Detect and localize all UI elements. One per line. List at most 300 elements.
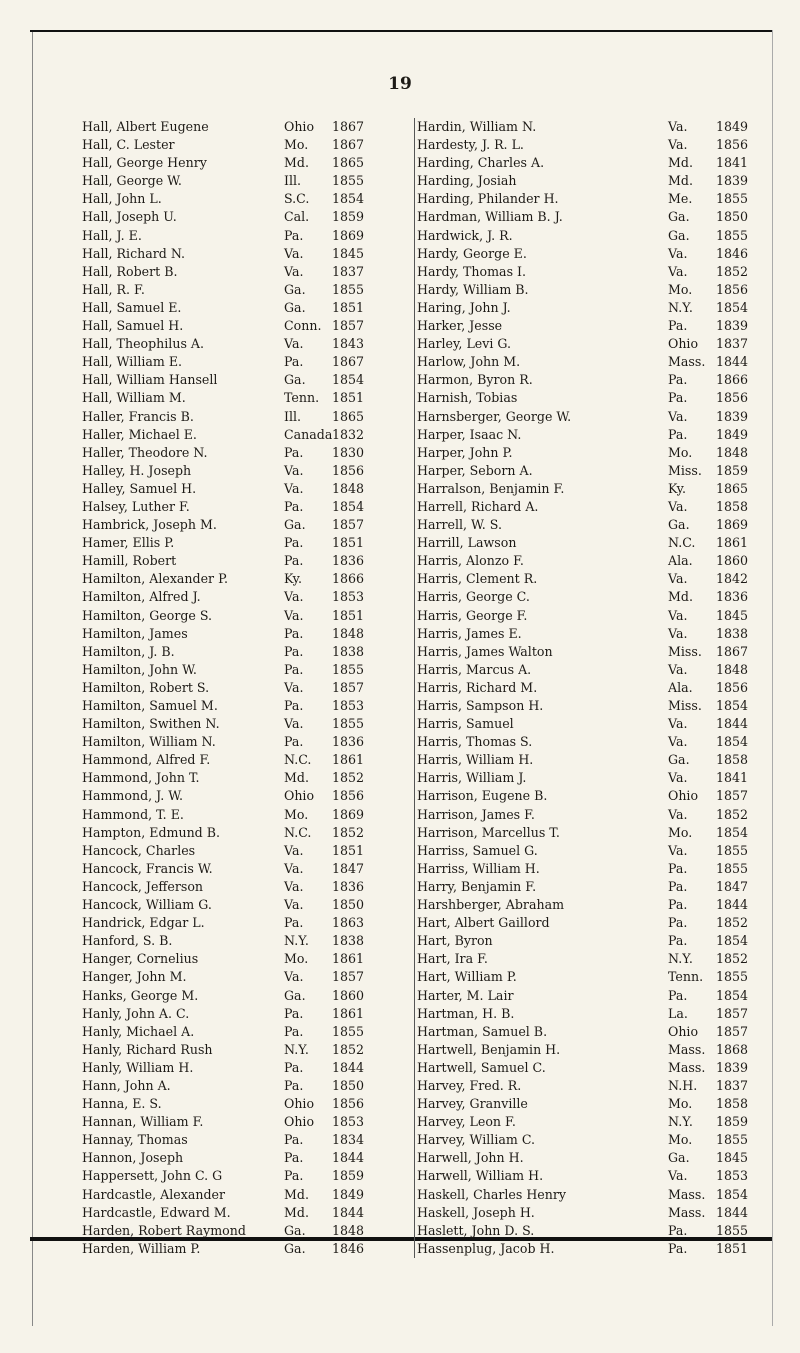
entry-row: [82, 806, 412, 824]
entry-row: [415, 408, 773, 426]
entry-year: 1855: [332, 173, 365, 189]
entry-row: [415, 118, 773, 136]
entry-state: Va.: [668, 607, 688, 623]
entry-state: Ga.: [284, 987, 306, 1003]
entry-year: 1848: [716, 444, 749, 460]
entry-year: 1854: [716, 824, 749, 840]
entry-state: Pa.: [668, 426, 688, 442]
entry-name: Harriss, William H.: [417, 860, 540, 876]
entry-row: [415, 317, 773, 335]
entry-state: Ohio: [668, 788, 699, 804]
entry-year: 1867: [332, 354, 365, 370]
entry-year: 1861: [716, 535, 749, 551]
entry-name: Hamilton, Alfred J.: [82, 589, 201, 605]
entry-name: Harden, Robert Raymond: [82, 1222, 246, 1238]
entry-row: [415, 498, 773, 516]
entry-row: [415, 190, 773, 208]
entry-state: Pa.: [284, 698, 304, 713]
entry-row: [82, 208, 412, 226]
entry-year: 1849: [716, 426, 749, 442]
entry-row: [82, 335, 412, 353]
entry-name: Hall, John L.: [82, 191, 162, 207]
entry-name: Harrison, Eugene B.: [417, 788, 548, 804]
entry-name: Hanger, Cornelius: [82, 951, 199, 967]
entry-name: Hall, Theophilus A.: [82, 336, 205, 352]
entry-year: 1844: [332, 1059, 365, 1075]
entry-name: Harper, John P.: [417, 444, 513, 460]
entry-name: Harriss, Samuel G.: [417, 842, 538, 858]
entry-name: Harley, Levi G.: [417, 336, 512, 352]
entry-state: Pa.: [668, 390, 688, 406]
entry-row: [415, 1240, 773, 1258]
entry-year: 1869: [716, 517, 749, 533]
entry-row: [82, 950, 412, 968]
entry-year: 1852: [332, 770, 365, 786]
entry-row: [415, 787, 773, 805]
entry-name: Harrison, James F.: [417, 806, 535, 822]
entry-year: 1854: [332, 191, 365, 207]
entry-name: Hassenplug, Jacob H.: [417, 1240, 555, 1256]
entry-row: [415, 208, 773, 226]
entry-year: 1856: [332, 788, 365, 804]
entry-name: Harden, William P.: [82, 1240, 201, 1256]
entry-name: Harvey, William C.: [417, 1132, 536, 1148]
entry-name: Hall, George Henry: [82, 155, 207, 171]
entry-name: Hartwell, Benjamin H.: [417, 1041, 561, 1057]
entry-row: [415, 172, 773, 190]
entry-state: Ga.: [284, 372, 306, 388]
top-rule: [30, 30, 772, 32]
entry-year: 1844: [716, 1204, 749, 1220]
entry-state: Miss.: [668, 698, 702, 713]
entry-state: Ohio: [668, 1023, 699, 1039]
entry-year: 1855: [332, 661, 365, 677]
entry-row: [82, 534, 412, 552]
entry-row: [415, 751, 773, 769]
entry-year: 1861: [332, 752, 365, 768]
entry-row: [415, 968, 773, 986]
entry-name: Hardin, William N.: [417, 119, 537, 134]
entry-state: Va.: [284, 969, 304, 985]
entry-year: 1836: [332, 553, 365, 569]
entry-year: 1858: [716, 1096, 749, 1112]
entry-year: 1867: [332, 137, 365, 153]
entry-year: 1837: [716, 1077, 749, 1093]
entry-name: Haller, Michael E.: [82, 426, 197, 442]
entry-row: [82, 914, 412, 932]
entry-state: N.Y.: [668, 299, 693, 315]
entry-row: [82, 1005, 412, 1023]
entry-name: Hanly, Michael A.: [82, 1023, 195, 1039]
entry-year: 1858: [716, 752, 749, 768]
entry-row: [415, 733, 773, 751]
entry-state: Va.: [668, 661, 688, 677]
entry-year: 1855: [332, 281, 365, 297]
entry-row: [82, 498, 412, 516]
entry-row: [82, 389, 412, 407]
entry-state: Ohio: [284, 788, 315, 804]
entry-year: 1856: [716, 390, 749, 406]
entry-state: Ga.: [668, 1150, 690, 1166]
entry-year: 1830: [332, 444, 365, 460]
entry-name: Harshberger, Abraham: [417, 897, 565, 913]
entry-name: Harvey, Fred. R.: [417, 1077, 522, 1093]
entry-year: 1857: [332, 969, 365, 985]
entry-state: Pa.: [284, 1150, 304, 1166]
entry-year: 1839: [716, 173, 749, 189]
entry-year: 1861: [332, 951, 365, 967]
entry-name: Hamilton, Swithen N.: [82, 716, 220, 732]
entry-row: [82, 607, 412, 625]
entry-row: [82, 299, 412, 317]
page-number: 19: [388, 74, 412, 94]
entry-name: Hamilton, John W.: [82, 661, 197, 677]
entry-name: Halsey, Luther F.: [82, 498, 190, 514]
entry-row: [82, 769, 412, 787]
entry-name: Hamilton, James: [82, 625, 188, 641]
entry-name: Harding, Josiah: [417, 173, 517, 189]
entry-name: Hart, Ira F.: [417, 951, 488, 967]
entry-name: Hamilton, George S.: [82, 607, 213, 623]
entry-row: [82, 715, 412, 733]
entry-state: Pa.: [284, 915, 304, 931]
entry-state: Va.: [668, 137, 688, 153]
entry-row: [82, 444, 412, 462]
entry-row: [415, 625, 773, 643]
entry-year: 1859: [332, 1168, 365, 1184]
entry-state: N.Y.: [284, 933, 309, 949]
entry-state: Ga.: [668, 517, 690, 533]
entry-row: [415, 1149, 773, 1167]
entry-row: [82, 118, 412, 136]
entry-name: Harrison, Marcellus T.: [417, 824, 560, 840]
entry-name: Harris, James E.: [417, 625, 522, 641]
entry-state: Pa.: [284, 1023, 304, 1039]
entry-state: Mo.: [284, 806, 309, 822]
entry-state: Va.: [668, 716, 688, 732]
entry-name: Hannon, Joseph: [82, 1150, 184, 1166]
entry-row: [82, 516, 412, 534]
entry-name: Hart, Byron: [417, 933, 493, 949]
entry-year: 1838: [332, 933, 365, 949]
entry-name: Hamer, Ellis P.: [82, 535, 175, 551]
entry-year: 1839: [716, 408, 749, 424]
entry-year: 1850: [332, 897, 365, 913]
entry-year: 1854: [716, 734, 749, 750]
entry-name: Hamilton, Samuel M.: [82, 698, 218, 713]
entry-year: 1851: [332, 535, 365, 551]
entry-name: Hall, C. Lester: [82, 137, 175, 153]
entry-year: 1866: [716, 372, 749, 388]
entry-state: Mo.: [668, 1096, 693, 1112]
entry-state: Pa.: [668, 987, 688, 1003]
entry-row: [82, 1095, 412, 1113]
entry-name: Harry, Benjamin F.: [417, 878, 537, 894]
entry-year: 1855: [716, 969, 749, 985]
entry-state: Ohio: [284, 1114, 315, 1130]
entry-name: Harding, Charles A.: [417, 155, 545, 171]
entry-state: Va.: [668, 1168, 688, 1184]
entry-name: Hartman, H. B.: [417, 1005, 515, 1021]
entry-year: 1839: [716, 1059, 749, 1075]
entry-name: Harlow, John M.: [417, 354, 521, 370]
entry-year: 1849: [332, 1186, 365, 1202]
entry-row: [82, 661, 412, 679]
entry-state: N.Y.: [668, 951, 693, 967]
entry-year: 1855: [332, 1023, 365, 1039]
entry-name: Harris, Clement R.: [417, 571, 538, 587]
entry-year: 1850: [716, 209, 749, 225]
entry-state: Md.: [284, 1204, 309, 1220]
entry-state: Va.: [284, 245, 304, 261]
entry-name: Hall, Robert B.: [82, 263, 178, 279]
entry-year: 1844: [716, 897, 749, 913]
entry-row: [82, 172, 412, 190]
entry-row: [415, 896, 773, 914]
entry-row: [415, 263, 773, 281]
entry-name: Hall, Albert Eugene: [82, 119, 209, 134]
entry-year: 1854: [716, 933, 749, 949]
entry-year: 1853: [332, 698, 365, 713]
entry-year: 1852: [332, 1041, 365, 1057]
entry-year: 1851: [716, 1240, 749, 1256]
entry-row: [82, 625, 412, 643]
entry-name: Hanger, John M.: [82, 969, 187, 985]
entry-state: Pa.: [668, 860, 688, 876]
entry-name: Harwell, William H.: [417, 1168, 544, 1184]
entry-name: Harris, James Walton: [417, 643, 553, 659]
entry-name: Hanna, E. S.: [82, 1096, 162, 1112]
entry-name: Haskell, Joseph H.: [417, 1204, 535, 1220]
entry-row: [82, 968, 412, 986]
entry-year: 1836: [332, 878, 365, 894]
entry-row: [82, 190, 412, 208]
entry-state: Va.: [284, 679, 304, 695]
entry-state: Pa.: [668, 915, 688, 931]
entry-name: Harmon, Byron R.: [417, 372, 533, 388]
entry-row: [82, 227, 412, 245]
entry-name: Harris, Sampson H.: [417, 698, 544, 713]
entry-row: [415, 1131, 773, 1149]
entry-state: Va.: [668, 119, 688, 134]
entry-row: [415, 1041, 773, 1059]
entry-name: Hartwell, Samuel C.: [417, 1059, 546, 1075]
entry-state: Va.: [668, 571, 688, 587]
entry-row: [415, 1095, 773, 1113]
entry-name: Hart, William P.: [417, 969, 517, 985]
entry-year: 1852: [716, 915, 749, 931]
right-column: [414, 118, 773, 1258]
entry-name: Harvey, Leon F.: [417, 1114, 516, 1130]
entry-name: Harrill, Lawson: [417, 535, 517, 551]
entry-state: Mo.: [284, 137, 309, 153]
entry-row: [415, 588, 773, 606]
entry-year: 1844: [716, 354, 749, 370]
entry-state: Ga.: [284, 517, 306, 533]
entry-name: Hall, Samuel H.: [82, 318, 184, 334]
entry-year: 1857: [716, 788, 749, 804]
entry-year: 1860: [716, 553, 749, 569]
entry-year: 1851: [332, 842, 365, 858]
entry-year: 1857: [332, 318, 365, 334]
entry-state: Pa.: [284, 227, 304, 243]
entry-year: 1856: [332, 1096, 365, 1112]
entry-year: 1865: [332, 408, 365, 424]
entry-row: [82, 932, 412, 950]
entry-year: 1856: [716, 281, 749, 297]
entry-name: Hamilton, William N.: [82, 734, 216, 750]
entry-name: Hamilton, Alexander P.: [82, 571, 229, 587]
entry-row: [415, 516, 773, 534]
entry-year: 1853: [332, 1114, 365, 1130]
entry-row: [415, 480, 773, 498]
entry-state: Pa.: [284, 1168, 304, 1184]
entry-name: Hannay, Thomas: [82, 1132, 188, 1148]
entry-year: 1844: [716, 716, 749, 732]
entry-state: Pa.: [284, 553, 304, 569]
entry-row: [82, 733, 412, 751]
entry-state: Va.: [668, 245, 688, 261]
entry-state: Ala.: [668, 553, 693, 569]
entry-state: Md.: [284, 1186, 309, 1202]
entry-name: Hancock, William G.: [82, 897, 212, 913]
entry-state: Pa.: [284, 625, 304, 641]
entry-state: Ga.: [284, 281, 306, 297]
entry-name: Harris, Alonzo F.: [417, 553, 524, 569]
entry-name: Harris, William H.: [417, 752, 534, 768]
entry-row: [415, 697, 773, 715]
entry-year: 1844: [332, 1204, 365, 1220]
entry-state: N.Y.: [668, 1114, 693, 1130]
entry-name: Hardesty, J. R. L.: [417, 137, 524, 153]
entry-state: Ga.: [668, 209, 690, 225]
entry-name: Hamill, Robert: [82, 553, 177, 569]
entry-row: [82, 426, 412, 444]
entry-state: Pa.: [284, 734, 304, 750]
entry-year: 1845: [332, 245, 365, 261]
entry-state: Pa.: [668, 1240, 688, 1256]
entry-state: Pa.: [284, 444, 304, 460]
entry-state: Mo.: [668, 281, 693, 297]
entry-state: Mo.: [668, 444, 693, 460]
entry-name: Hamilton, J. B.: [82, 643, 175, 659]
entry-year: 1846: [332, 1240, 365, 1256]
entry-name: Hall, William E.: [82, 354, 183, 370]
entry-name: Hall, R. F.: [82, 281, 145, 297]
entry-name: Hanks, George M.: [82, 987, 199, 1003]
entry-name: Hardy, George E.: [417, 245, 527, 261]
entry-state: Pa.: [284, 661, 304, 677]
entry-row: [82, 824, 412, 842]
entry-state: Me.: [668, 191, 693, 207]
entry-name: Hall, Samuel E.: [82, 299, 182, 315]
entry-row: [82, 371, 412, 389]
entry-name: Hall, Joseph U.: [82, 209, 177, 225]
entry-row: [415, 914, 773, 932]
entry-year: 1837: [332, 263, 365, 279]
entry-state: Va.: [668, 842, 688, 858]
entry-state: Md.: [668, 173, 693, 189]
entry-row: [415, 661, 773, 679]
entry-name: Hanly, William H.: [82, 1059, 194, 1075]
entry-row: [82, 1149, 412, 1167]
entry-name: Haslett, John D. S.: [417, 1222, 535, 1238]
entry-row: [415, 136, 773, 154]
entry-year: 1836: [716, 589, 749, 605]
entry-name: Hall, William M.: [82, 390, 186, 406]
entry-state: Va.: [668, 625, 688, 641]
entry-year: 1854: [332, 498, 365, 514]
entry-row: [415, 715, 773, 733]
entry-state: Va.: [284, 878, 304, 894]
entry-name: Harper, Isaac N.: [417, 426, 522, 442]
entry-row: [82, 878, 412, 896]
entry-row: [82, 1059, 412, 1077]
entry-row: [415, 1222, 773, 1240]
entry-name: Hambrick, Joseph M.: [82, 517, 217, 533]
entry-row: [415, 860, 773, 878]
entry-year: 1856: [716, 137, 749, 153]
entry-state: Ga.: [668, 227, 690, 243]
entry-year: 1857: [332, 679, 365, 695]
entry-year: 1860: [332, 987, 365, 1003]
entry-row: [82, 1240, 412, 1258]
entry-state: Ill.: [284, 173, 302, 189]
entry-year: 1859: [332, 209, 365, 225]
entry-state: Mass.: [668, 1059, 706, 1075]
entry-row: [415, 987, 773, 1005]
entry-row: [415, 1167, 773, 1185]
entry-state: Va.: [668, 408, 688, 424]
entry-name: Hartman, Samuel B.: [417, 1023, 548, 1039]
entry-name: Haring, John J.: [417, 299, 511, 315]
entry-name: Harnsberger, George W.: [417, 408, 572, 424]
entry-row: [415, 769, 773, 787]
entry-row: [82, 136, 412, 154]
entry-row: [82, 987, 412, 1005]
entry-state: Md.: [668, 589, 693, 605]
entry-year: 1857: [716, 1023, 749, 1039]
entry-state: Ga.: [668, 752, 690, 768]
entry-name: Halley, H. Joseph: [82, 462, 192, 478]
entry-row: [415, 534, 773, 552]
entry-row: [82, 1222, 412, 1240]
entry-state: N.Y.: [284, 1041, 309, 1057]
entry-name: Harrell, Richard A.: [417, 498, 539, 514]
entry-row: [82, 1186, 412, 1204]
entry-state: Pa.: [668, 897, 688, 913]
entry-name: Harvey, Granville: [417, 1096, 528, 1112]
entry-row: [82, 1204, 412, 1222]
entry-name: Harter, M. Lair: [417, 987, 514, 1003]
entry-row: [82, 353, 412, 371]
entry-name: Halley, Samuel H.: [82, 480, 197, 496]
entry-year: 1855: [716, 842, 749, 858]
entry-name: Harris, Thomas S.: [417, 734, 533, 750]
entry-row: [82, 643, 412, 661]
entry-row: [82, 787, 412, 805]
entry-row: [415, 1077, 773, 1095]
entry-row: [82, 679, 412, 697]
entry-year: 1844: [332, 1150, 365, 1166]
entry-year: 1845: [716, 607, 749, 623]
entry-state: Va.: [284, 589, 304, 605]
entry-name: Handrick, Edgar L.: [82, 915, 205, 931]
entry-state: Ga.: [284, 1240, 306, 1256]
entry-state: Ga.: [284, 299, 306, 315]
entry-name: Hancock, Francis W.: [82, 860, 213, 876]
entry-name: Hardman, William B. J.: [417, 209, 563, 225]
